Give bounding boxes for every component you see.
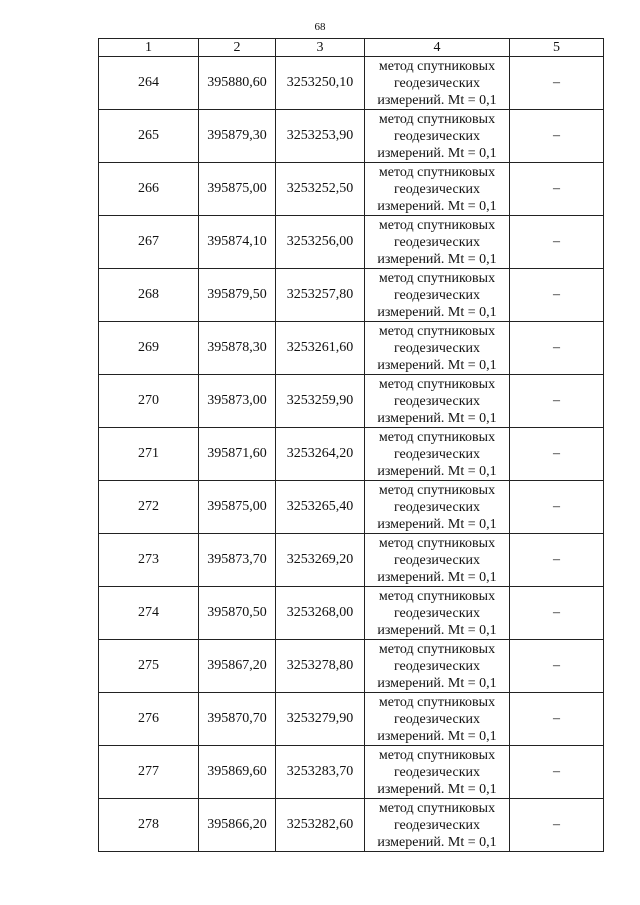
x-coordinate-cell: 395867,20 bbox=[199, 640, 276, 693]
y-coordinate-cell: 3253253,90 bbox=[276, 110, 365, 163]
table-row bbox=[99, 799, 604, 852]
table-row bbox=[99, 746, 604, 799]
method-line: геодезических bbox=[393, 128, 480, 144]
method-line: измерений. Mt = 0,1 bbox=[377, 569, 497, 585]
point-number-cell: 274 bbox=[99, 587, 199, 640]
method-line: метод спутниковых bbox=[378, 535, 496, 551]
method-line: геодезических bbox=[393, 234, 480, 250]
method-line: геодезических bbox=[393, 499, 480, 515]
y-coordinate-cell: 3253259,90 bbox=[276, 375, 365, 428]
method-cell bbox=[365, 57, 510, 110]
method-cell bbox=[365, 216, 510, 269]
method-line: метод спутниковых bbox=[378, 800, 496, 816]
point-number-cell: 271 bbox=[99, 428, 199, 481]
point-number-cell: 276 bbox=[99, 693, 199, 746]
note-cell: – bbox=[510, 57, 604, 110]
note-cell: – bbox=[510, 640, 604, 693]
method-line: метод спутниковых bbox=[378, 429, 496, 445]
table-row bbox=[99, 693, 604, 746]
x-coordinate-cell: 395874,10 bbox=[199, 216, 276, 269]
method-cell bbox=[365, 322, 510, 375]
method-cell bbox=[365, 587, 510, 640]
x-coordinate-cell: 395873,00 bbox=[199, 375, 276, 428]
method-cell bbox=[365, 110, 510, 163]
table-row bbox=[99, 269, 604, 322]
table-row bbox=[99, 481, 604, 534]
page-number: 68 bbox=[314, 21, 326, 33]
y-coordinate-cell: 3253268,00 bbox=[276, 587, 365, 640]
method-cell bbox=[365, 534, 510, 587]
method-line: метод спутниковых bbox=[378, 270, 496, 286]
x-coordinate-cell: 395875,00 bbox=[199, 481, 276, 534]
method-line: метод спутниковых bbox=[378, 376, 496, 392]
point-number-cell: 273 bbox=[99, 534, 199, 587]
header-col-5: 5 bbox=[510, 39, 604, 57]
header-col-1: 1 bbox=[99, 39, 199, 57]
point-number-cell: 275 bbox=[99, 640, 199, 693]
y-coordinate-cell: 3253265,40 bbox=[276, 481, 365, 534]
table-row bbox=[99, 375, 604, 428]
method-line: метод спутниковых bbox=[378, 588, 496, 604]
table-body bbox=[99, 57, 604, 852]
x-coordinate-cell: 395866,20 bbox=[199, 799, 276, 852]
note-cell: – bbox=[510, 322, 604, 375]
note-cell: – bbox=[510, 163, 604, 216]
note-cell: – bbox=[510, 481, 604, 534]
point-number-cell: 265 bbox=[99, 110, 199, 163]
method-line: измерений. Mt = 0,1 bbox=[377, 410, 497, 426]
x-coordinate-cell: 395873,70 bbox=[199, 534, 276, 587]
method-cell bbox=[365, 269, 510, 322]
x-coordinate-cell: 395871,60 bbox=[199, 428, 276, 481]
point-number-cell: 266 bbox=[99, 163, 199, 216]
coordinates-table bbox=[98, 38, 604, 852]
header-row bbox=[99, 39, 604, 57]
y-coordinate-cell: 3253283,70 bbox=[276, 746, 365, 799]
method-cell bbox=[365, 428, 510, 481]
method-line: метод спутниковых bbox=[378, 323, 496, 339]
method-cell bbox=[365, 799, 510, 852]
method-line: метод спутниковых bbox=[378, 482, 496, 498]
point-number-cell: 268 bbox=[99, 269, 199, 322]
method-line: измерений. Mt = 0,1 bbox=[377, 781, 497, 797]
point-number-cell: 272 bbox=[99, 481, 199, 534]
method-cell bbox=[365, 163, 510, 216]
method-line: измерений. Mt = 0,1 bbox=[377, 92, 497, 108]
table-row bbox=[99, 322, 604, 375]
note-cell: – bbox=[510, 534, 604, 587]
y-coordinate-cell: 3253261,60 bbox=[276, 322, 365, 375]
method-line: геодезических bbox=[393, 605, 480, 621]
y-coordinate-cell: 3253252,50 bbox=[276, 163, 365, 216]
method-line: геодезических bbox=[393, 658, 480, 674]
note-cell: – bbox=[510, 428, 604, 481]
x-coordinate-cell: 395878,30 bbox=[199, 322, 276, 375]
note-cell: – bbox=[510, 746, 604, 799]
x-coordinate-cell: 395879,30 bbox=[199, 110, 276, 163]
table-row bbox=[99, 110, 604, 163]
method-line: геодезических bbox=[393, 181, 480, 197]
method-line: измерений. Mt = 0,1 bbox=[377, 304, 497, 320]
point-number-cell: 264 bbox=[99, 57, 199, 110]
method-line: метод спутниковых bbox=[378, 641, 496, 657]
point-number-cell: 277 bbox=[99, 746, 199, 799]
method-line: геодезических bbox=[393, 817, 480, 833]
y-coordinate-cell: 3253257,80 bbox=[276, 269, 365, 322]
method-line: метод спутниковых bbox=[378, 694, 496, 710]
table-header bbox=[99, 39, 604, 57]
method-line: геодезических bbox=[393, 552, 480, 568]
header-col-3: 3 bbox=[276, 39, 365, 57]
table-row bbox=[99, 587, 604, 640]
x-coordinate-cell: 395870,70 bbox=[199, 693, 276, 746]
method-line: метод спутниковых bbox=[378, 58, 496, 74]
note-cell: – bbox=[510, 110, 604, 163]
y-coordinate-cell: 3253278,80 bbox=[276, 640, 365, 693]
point-number-cell: 269 bbox=[99, 322, 199, 375]
method-line: геодезических bbox=[393, 764, 480, 780]
note-cell: – bbox=[510, 216, 604, 269]
method-line: метод спутниковых bbox=[378, 111, 496, 127]
method-line: геодезических bbox=[393, 75, 480, 91]
method-cell bbox=[365, 375, 510, 428]
x-coordinate-cell: 395880,60 bbox=[199, 57, 276, 110]
note-cell: – bbox=[510, 269, 604, 322]
table-row bbox=[99, 163, 604, 216]
method-line: измерений. Mt = 0,1 bbox=[377, 198, 497, 214]
method-cell bbox=[365, 693, 510, 746]
table-row bbox=[99, 534, 604, 587]
method-line: измерений. Mt = 0,1 bbox=[377, 728, 497, 744]
point-number-cell: 267 bbox=[99, 216, 199, 269]
table-row bbox=[99, 57, 604, 110]
header-col-4: 4 bbox=[365, 39, 510, 57]
x-coordinate-cell: 395869,60 bbox=[199, 746, 276, 799]
method-line: геодезических bbox=[393, 446, 480, 462]
method-line: измерений. Mt = 0,1 bbox=[377, 357, 497, 373]
header-col-2: 2 bbox=[199, 39, 276, 57]
note-cell: – bbox=[510, 375, 604, 428]
table-row bbox=[99, 216, 604, 269]
note-cell: – bbox=[510, 587, 604, 640]
method-line: геодезических bbox=[393, 287, 480, 303]
y-coordinate-cell: 3253264,20 bbox=[276, 428, 365, 481]
method-line: измерений. Mt = 0,1 bbox=[377, 834, 497, 850]
x-coordinate-cell: 395879,50 bbox=[199, 269, 276, 322]
y-coordinate-cell: 3253269,20 bbox=[276, 534, 365, 587]
method-line: метод спутниковых bbox=[378, 747, 496, 763]
method-line: метод спутниковых bbox=[378, 217, 496, 233]
method-line: измерений. Mt = 0,1 bbox=[377, 145, 497, 161]
y-coordinate-cell: 3253279,90 bbox=[276, 693, 365, 746]
method-line: измерений. Mt = 0,1 bbox=[377, 516, 497, 532]
y-coordinate-cell: 3253256,00 bbox=[276, 216, 365, 269]
method-line: измерений. Mt = 0,1 bbox=[377, 622, 497, 638]
method-cell bbox=[365, 640, 510, 693]
method-cell bbox=[365, 481, 510, 534]
x-coordinate-cell: 395875,00 bbox=[199, 163, 276, 216]
method-line: метод спутниковых bbox=[378, 164, 496, 180]
method-line: геодезических bbox=[393, 340, 480, 356]
y-coordinate-cell: 3253250,10 bbox=[276, 57, 365, 110]
method-line: геодезических bbox=[393, 711, 480, 727]
note-cell: – bbox=[510, 693, 604, 746]
note-cell: – bbox=[510, 799, 604, 852]
method-line: измерений. Mt = 0,1 bbox=[377, 675, 497, 691]
method-line: измерений. Mt = 0,1 bbox=[377, 463, 497, 479]
method-line: геодезических bbox=[393, 393, 480, 409]
method-line: измерений. Mt = 0,1 bbox=[377, 251, 497, 267]
x-coordinate-cell: 395870,50 bbox=[199, 587, 276, 640]
table-row bbox=[99, 428, 604, 481]
point-number-cell: 278 bbox=[99, 799, 199, 852]
table-row bbox=[99, 640, 604, 693]
point-number-cell: 270 bbox=[99, 375, 199, 428]
y-coordinate-cell: 3253282,60 bbox=[276, 799, 365, 852]
method-cell bbox=[365, 746, 510, 799]
